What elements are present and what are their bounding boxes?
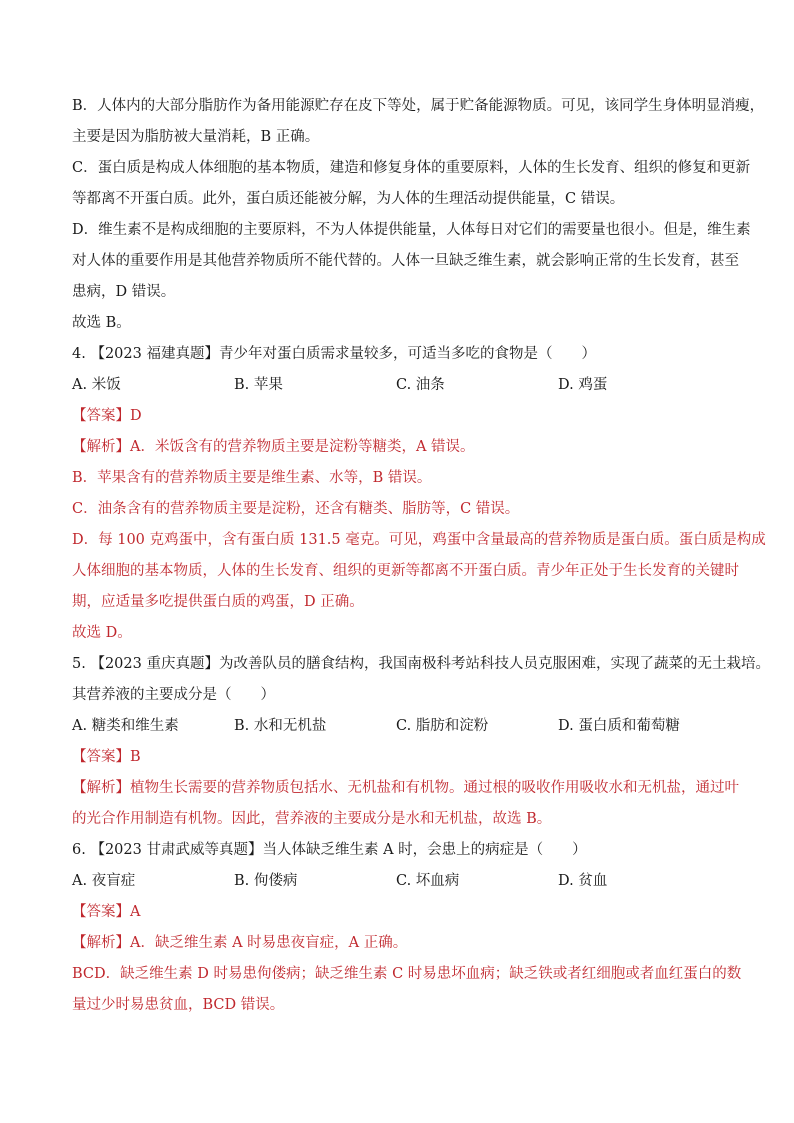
question-4-analysis-a bbox=[72, 437, 724, 458]
question-4-options bbox=[72, 375, 724, 396]
question-6-analysis-a bbox=[72, 933, 724, 954]
question-4-analysis-c: C．油条含有的营养物质主要是淀粉，还含有糖类、脂肪等，C 错误。 bbox=[72, 501, 520, 517]
option-a: A. 糖类和维生素 bbox=[72, 718, 179, 734]
analysis-tag: 【解析】 bbox=[72, 439, 130, 455]
answer-tag: 【答案】 bbox=[72, 408, 130, 424]
analysis-text: 植物生长需要的营养物质包括水、无机盐和有机物。通过根的吸收作用吸收水和无机盐，通过叶 bbox=[130, 780, 739, 796]
question-4-answer bbox=[72, 406, 724, 427]
question-6-analysis-bcd-1: BCD．缺乏维生素 D 时易患佝偻病；缺乏维生素 C 时易患坏血病；缺乏铁或者红细胞或者血红蛋白的数 bbox=[72, 966, 742, 982]
document-page bbox=[72, 96, 770, 1016]
conclusion-q3: 故选 B。 bbox=[72, 315, 131, 331]
question-5-options bbox=[72, 716, 724, 737]
question-6-options bbox=[72, 871, 724, 892]
option-d: D. 蛋白质和葡萄糖 bbox=[558, 718, 680, 734]
question-4-analysis-d-2: 人体细胞的基本物质，人体的生长发育、组织的更新等都离不开蛋白质。青少年正处于生长发育的关键时 bbox=[72, 563, 739, 579]
option-a: A. 夜盲症 bbox=[72, 873, 136, 889]
analysis-d-line-2: 对人体的重要作用是其他营养物质所不能代替的。人体一旦缺乏维生素，就会影响正常的生长发育，甚至 bbox=[72, 253, 739, 269]
option-a: A. 米饭 bbox=[72, 377, 121, 393]
question-number: 6. bbox=[72, 842, 86, 858]
question-5-analysis-2: 的光合作用制造有机物。因此，营养液的主要成分是水和无机盐，故选 B。 bbox=[72, 811, 552, 827]
question-5-answer bbox=[72, 747, 724, 768]
analysis-d-line-3: 患病，D 错误。 bbox=[72, 284, 176, 300]
analysis-text: A．缺乏维生素 A 时易患夜盲症，A 正确。 bbox=[130, 935, 408, 951]
question-5-stem-line-2: 其营养液的主要成分是（ ） bbox=[72, 687, 275, 703]
question-4-conclusion: 故选 D。 bbox=[72, 625, 132, 641]
option-b: B. 水和无机盐 bbox=[234, 718, 327, 734]
analysis-b-line-1: B．人体内的大部分脂肪作为备用能源贮存在皮下等处，属于贮备能源物质。可见，该同学生身体明显消瘦， bbox=[72, 98, 765, 114]
question-6-stem bbox=[72, 840, 724, 861]
answer-value: A bbox=[130, 904, 141, 920]
option-c: C. 坏血病 bbox=[396, 873, 460, 889]
option-d: D. 贫血 bbox=[558, 873, 608, 889]
question-text: 为改善队员的膳食结构，我国南极科考站科技人员克服困难，实现了蔬菜的无土栽培。 bbox=[218, 656, 770, 672]
option-c: C. 脂肪和淀粉 bbox=[396, 718, 489, 734]
question-source: 【2023 重庆真题】 bbox=[90, 656, 219, 672]
question-number: 4. bbox=[72, 346, 86, 362]
question-6-answer bbox=[72, 902, 724, 923]
question-4-analysis-d-3: 期，应适量多吃提供蛋白质的鸡蛋，D 正确。 bbox=[72, 594, 364, 610]
question-text: 当人体缺乏维生素 A 时，会患上的病症是（ ） bbox=[262, 842, 587, 858]
answer-tag: 【答案】 bbox=[72, 749, 130, 765]
question-5-analysis-1 bbox=[72, 778, 739, 799]
analysis-tag: 【解析】 bbox=[72, 935, 130, 951]
answer-value: D bbox=[130, 408, 142, 424]
option-c: C. 油条 bbox=[396, 377, 445, 393]
analysis-c-line-1: C．蛋白质是构成人体细胞的基本物质，建造和修复身体的重要原料，人体的生长发育、组织的修复和更新 bbox=[72, 160, 751, 176]
answer-value: B bbox=[130, 749, 141, 765]
question-source: 【2023 甘肃武威等真题】 bbox=[90, 842, 263, 858]
analysis-c-line-2: 等都离不开蛋白质。此外，蛋白质还能被分解，为人体的生理活动提供能量，C 错误。 bbox=[72, 191, 625, 207]
option-d: D. 鸡蛋 bbox=[558, 377, 608, 393]
analysis-b-line-2: 主要是因为脂肪被大量消耗，B 正确。 bbox=[72, 129, 320, 145]
question-4-analysis-d-1: D．每 100 克鸡蛋中，含有蛋白质 131.5 毫克。可见，鸡蛋中含量最高的营养物质是蛋白质。蛋白质是构成 bbox=[72, 532, 766, 548]
question-4-analysis-b: B．苹果含有的营养物质主要是维生素、水等，B 错误。 bbox=[72, 470, 432, 486]
question-6-analysis-bcd-2: 量过少时易患贫血，BCD 错误。 bbox=[72, 997, 285, 1013]
answer-tag: 【答案】 bbox=[72, 904, 130, 920]
analysis-d-line-1: D．维生素不是构成细胞的主要原料，不为人体提供能量，人体每日对它们的需要量也很小。但是，维生素 bbox=[72, 222, 751, 238]
option-b: B. 苹果 bbox=[234, 377, 283, 393]
option-b: B. 佝偻病 bbox=[234, 873, 298, 889]
question-5-stem-line-1 bbox=[72, 654, 770, 675]
analysis-tag: 【解析】 bbox=[72, 780, 130, 796]
question-source: 【2023 福建真题】 bbox=[90, 346, 219, 362]
analysis-text: A．米饭含有的营养物质主要是淀粉等糖类，A 错误。 bbox=[130, 439, 475, 455]
question-text: 青少年对蛋白质需求量较多，可适当多吃的食物是（ ） bbox=[218, 346, 596, 362]
question-4-stem bbox=[72, 344, 724, 365]
question-number: 5. bbox=[72, 656, 86, 672]
